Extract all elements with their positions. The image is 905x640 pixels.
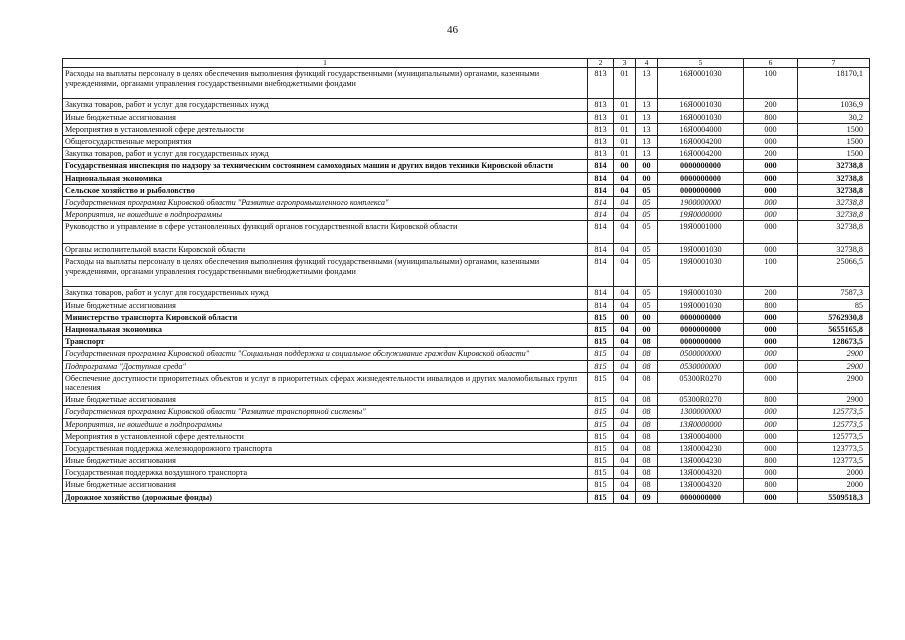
row-name-cell: Иные бюджетные ассигнования <box>63 299 588 311</box>
expense-type-cell: 000 <box>744 244 798 256</box>
target-article-cell: 16Я0001030 <box>658 99 744 111</box>
section-code-cell: 814 <box>588 244 614 256</box>
amount-cell: 2000 <box>798 479 870 491</box>
target-article-cell: 13Я0000000 <box>658 418 744 430</box>
row-name-cell: Государственная поддержка воздушного транспорта <box>63 467 588 479</box>
header-cell: 2 <box>588 59 614 68</box>
target-article-cell: 19Я0001030 <box>658 244 744 256</box>
subsection2-code-cell: 13 <box>636 111 658 123</box>
subsection-code-cell: 01 <box>614 123 636 135</box>
amount-cell: 7587,3 <box>798 287 870 299</box>
budget-table <box>62 58 870 504</box>
subsection-code-cell: 01 <box>614 135 636 147</box>
table-row <box>63 256 870 287</box>
subsection2-code-cell: 08 <box>636 418 658 430</box>
row-name-cell: Закупка товаров, работ и услуг для государственных нужд <box>63 99 588 111</box>
target-article-cell: 0530000000 <box>658 360 744 372</box>
expense-type-cell: 000 <box>744 442 798 454</box>
table-row <box>63 68 870 99</box>
subsection-code-cell: 01 <box>614 99 636 111</box>
table-row <box>63 196 870 208</box>
row-name-cell: Подпрограмма "Доступная среда" <box>63 360 588 372</box>
subsection2-code-cell: 13 <box>636 135 658 147</box>
target-article-cell: 0000000000 <box>658 336 744 348</box>
row-name-cell: Государственная поддержка железнодорожного транспорта <box>63 442 588 454</box>
amount-cell: 1500 <box>798 135 870 147</box>
amount-cell: 5762930,8 <box>798 311 870 323</box>
subsection2-code-cell: 08 <box>636 442 658 454</box>
subsection-code-cell: 04 <box>614 360 636 372</box>
subsection2-code-cell: 08 <box>636 394 658 406</box>
target-article-cell: 0000000000 <box>658 491 744 503</box>
expense-type-cell: 000 <box>744 196 798 208</box>
section-code-cell: 814 <box>588 172 614 184</box>
section-code-cell: 815 <box>588 348 614 360</box>
subsection-code-cell: 04 <box>614 348 636 360</box>
subsection2-code-cell: 08 <box>636 430 658 442</box>
subsection-code-cell: 04 <box>614 196 636 208</box>
subsection-code-cell: 04 <box>614 221 636 244</box>
table-row <box>63 372 870 393</box>
section-code-cell: 814 <box>588 196 614 208</box>
page-number: 46 <box>447 24 458 36</box>
header-cell: 4 <box>636 59 658 68</box>
section-code-cell: 815 <box>588 336 614 348</box>
amount-cell: 125773,5 <box>798 406 870 418</box>
target-article-cell: 13Я0004320 <box>658 467 744 479</box>
target-article-cell: 16Я0004200 <box>658 148 744 160</box>
subsection-code-cell: 04 <box>614 430 636 442</box>
section-code-cell: 813 <box>588 68 614 99</box>
subsection2-code-cell: 05 <box>636 184 658 196</box>
expense-type-cell: 000 <box>744 406 798 418</box>
subsection-code-cell: 04 <box>614 442 636 454</box>
row-name-cell: Государственная программа Кировской области "Развитие агропромышленного комплекса" <box>63 196 588 208</box>
target-article-cell: 19Я0001000 <box>658 221 744 244</box>
subsection2-code-cell: 05 <box>636 256 658 287</box>
subsection2-code-cell: 00 <box>636 172 658 184</box>
expense-type-cell: 800 <box>744 299 798 311</box>
row-name-cell: Дорожное хозяйство (дорожные фонды) <box>63 491 588 503</box>
table-row <box>63 336 870 348</box>
header-cell: 3 <box>614 59 636 68</box>
row-name-cell: Иные бюджетные ассигнования <box>63 111 588 123</box>
row-name-cell: Мероприятия, не вошедшие в подпрограммы <box>63 209 588 221</box>
row-name-cell: Транспорт <box>63 336 588 348</box>
target-article-cell: 19Я0001030 <box>658 299 744 311</box>
table-row <box>63 348 870 360</box>
subsection2-code-cell: 09 <box>636 491 658 503</box>
table-header-row <box>63 59 870 68</box>
subsection2-code-cell: 13 <box>636 68 658 99</box>
amount-cell: 32738,8 <box>798 196 870 208</box>
subsection-code-cell: 04 <box>614 394 636 406</box>
amount-cell: 18170,1 <box>798 68 870 99</box>
section-code-cell: 815 <box>588 406 614 418</box>
amount-cell: 1036,9 <box>798 99 870 111</box>
row-name-cell: Расходы на выплаты персоналу в целях обеспечения выполнения функций государственными (муниципальными) органами, казенными учреждениями, органами управления государственными внебюджетными фондами <box>63 256 588 287</box>
expense-type-cell: 000 <box>744 348 798 360</box>
subsection-code-cell: 04 <box>614 299 636 311</box>
subsection-code-cell: 04 <box>614 455 636 467</box>
amount-cell: 30,2 <box>798 111 870 123</box>
subsection2-code-cell: 08 <box>636 360 658 372</box>
section-code-cell: 815 <box>588 360 614 372</box>
amount-cell: 2900 <box>798 348 870 360</box>
subsection-code-cell: 04 <box>614 467 636 479</box>
expense-type-cell: 800 <box>744 455 798 467</box>
row-name-cell: Государственная инспекция по надзору за техническим состоянием самоходных машин и других видов техники Кировской области <box>63 160 588 172</box>
subsection-code-cell: 04 <box>614 479 636 491</box>
expense-type-cell: 800 <box>744 394 798 406</box>
amount-cell: 32738,8 <box>798 184 870 196</box>
target-article-cell: 13Я0004000 <box>658 430 744 442</box>
table-row <box>63 418 870 430</box>
section-code-cell: 814 <box>588 221 614 244</box>
target-article-cell: 13Я0004230 <box>658 455 744 467</box>
expense-type-cell: 000 <box>744 160 798 172</box>
target-article-cell: 1900000000 <box>658 196 744 208</box>
subsection2-code-cell: 08 <box>636 336 658 348</box>
row-name-cell: Иные бюджетные ассигнования <box>63 394 588 406</box>
table-row <box>63 287 870 299</box>
table-row <box>63 221 870 244</box>
subsection2-code-cell: 00 <box>636 311 658 323</box>
section-code-cell: 815 <box>588 479 614 491</box>
subsection-code-cell: 00 <box>614 311 636 323</box>
section-code-cell: 815 <box>588 491 614 503</box>
expense-type-cell: 100 <box>744 68 798 99</box>
amount-cell: 32738,8 <box>798 244 870 256</box>
amount-cell: 2900 <box>798 372 870 393</box>
subsection2-code-cell: 08 <box>636 372 658 393</box>
amount-cell: 2000 <box>798 467 870 479</box>
amount-cell: 2900 <box>798 394 870 406</box>
subsection2-code-cell: 05 <box>636 287 658 299</box>
table-row <box>63 209 870 221</box>
row-name-cell: Государственная программа Кировской области "Развитие транспортной системы" <box>63 406 588 418</box>
table-row <box>63 324 870 336</box>
row-name-cell: Иные бюджетные ассигнования <box>63 479 588 491</box>
amount-cell: 5655165,8 <box>798 324 870 336</box>
section-code-cell: 814 <box>588 299 614 311</box>
target-article-cell: 05300R0270 <box>658 394 744 406</box>
expense-type-cell: 200 <box>744 99 798 111</box>
expense-type-cell: 000 <box>744 324 798 336</box>
expense-type-cell: 200 <box>744 148 798 160</box>
subsection2-code-cell: 05 <box>636 244 658 256</box>
section-code-cell: 815 <box>588 372 614 393</box>
table-row <box>63 360 870 372</box>
amount-cell: 128673,5 <box>798 336 870 348</box>
target-article-cell: 1300000000 <box>658 406 744 418</box>
section-code-cell: 815 <box>588 311 614 323</box>
target-article-cell: 0000000000 <box>658 184 744 196</box>
row-name-cell: Министерство транспорта Кировской области <box>63 311 588 323</box>
amount-cell: 5509518,3 <box>798 491 870 503</box>
expense-type-cell: 800 <box>744 111 798 123</box>
section-code-cell: 813 <box>588 99 614 111</box>
target-article-cell: 16Я0001030 <box>658 68 744 99</box>
table-row <box>63 160 870 172</box>
section-code-cell: 815 <box>588 418 614 430</box>
section-code-cell: 815 <box>588 442 614 454</box>
section-code-cell: 814 <box>588 209 614 221</box>
table-row <box>63 111 870 123</box>
row-name-cell: Обеспечение доступности приоритетных объектов и услуг в приоритетных сферах жизнедеятельности инвалидов и других маломобильных групп населения <box>63 372 588 393</box>
expense-type-cell: 000 <box>744 123 798 135</box>
section-code-cell: 814 <box>588 160 614 172</box>
target-article-cell: 16Я0004200 <box>658 135 744 147</box>
expense-type-cell: 200 <box>744 287 798 299</box>
subsection-code-cell: 01 <box>614 148 636 160</box>
subsection2-code-cell: 08 <box>636 406 658 418</box>
section-code-cell: 813 <box>588 148 614 160</box>
table-row <box>63 491 870 503</box>
header-cell: 1 <box>63 59 588 68</box>
table-row <box>63 148 870 160</box>
target-article-cell: 16Я0004000 <box>658 123 744 135</box>
subsection2-code-cell: 08 <box>636 455 658 467</box>
amount-cell: 123773,5 <box>798 455 870 467</box>
amount-cell: 32738,8 <box>798 172 870 184</box>
section-code-cell: 814 <box>588 287 614 299</box>
table-row <box>63 479 870 491</box>
table-row <box>63 244 870 256</box>
subsection-code-cell: 04 <box>614 256 636 287</box>
expense-type-cell: 000 <box>744 336 798 348</box>
amount-cell: 1500 <box>798 123 870 135</box>
subsection2-code-cell: 08 <box>636 479 658 491</box>
expense-type-cell: 000 <box>744 372 798 393</box>
table-row <box>63 430 870 442</box>
target-article-cell: 0000000000 <box>658 311 744 323</box>
table-row <box>63 467 870 479</box>
expense-type-cell: 800 <box>744 479 798 491</box>
subsection2-code-cell: 05 <box>636 221 658 244</box>
expense-type-cell: 000 <box>744 209 798 221</box>
subsection-code-cell: 04 <box>614 287 636 299</box>
target-article-cell: 16Я0001030 <box>658 111 744 123</box>
row-name-cell: Национальная экономика <box>63 324 588 336</box>
subsection-code-cell: 04 <box>614 244 636 256</box>
section-code-cell: 814 <box>588 184 614 196</box>
section-code-cell: 813 <box>588 123 614 135</box>
table-row <box>63 394 870 406</box>
expense-type-cell: 000 <box>744 467 798 479</box>
table-row <box>63 455 870 467</box>
subsection2-code-cell: 13 <box>636 148 658 160</box>
section-code-cell: 815 <box>588 455 614 467</box>
section-code-cell: 815 <box>588 467 614 479</box>
table-row <box>63 123 870 135</box>
subsection-code-cell: 04 <box>614 406 636 418</box>
subsection-code-cell: 04 <box>614 172 636 184</box>
expense-type-cell: 000 <box>744 360 798 372</box>
subsection2-code-cell: 05 <box>636 299 658 311</box>
table-row <box>63 299 870 311</box>
subsection-code-cell: 04 <box>614 209 636 221</box>
amount-cell: 32738,8 <box>798 221 870 244</box>
subsection2-code-cell: 08 <box>636 467 658 479</box>
table-row <box>63 172 870 184</box>
expense-type-cell: 000 <box>744 184 798 196</box>
row-name-cell: Национальная экономика <box>63 172 588 184</box>
row-name-cell: Иные бюджетные ассигнования <box>63 455 588 467</box>
amount-cell: 2900 <box>798 360 870 372</box>
table-row <box>63 406 870 418</box>
header-cell: 6 <box>744 59 798 68</box>
amount-cell: 25066,5 <box>798 256 870 287</box>
table-row <box>63 442 870 454</box>
row-name-cell: Расходы на выплаты персоналу в целях обеспечения выполнения функций государственными (муниципальными) органами, казенными учреждениями, органами управления государственными внебюджетными фондами <box>63 68 588 99</box>
expense-type-cell: 000 <box>744 430 798 442</box>
subsection2-code-cell: 05 <box>636 209 658 221</box>
subsection-code-cell: 04 <box>614 491 636 503</box>
subsection-code-cell: 04 <box>614 418 636 430</box>
subsection2-code-cell: 13 <box>636 123 658 135</box>
target-article-cell: 0500000000 <box>658 348 744 360</box>
subsection-code-cell: 04 <box>614 336 636 348</box>
expense-type-cell: 000 <box>744 172 798 184</box>
target-article-cell: 13Я0004230 <box>658 442 744 454</box>
expense-type-cell: 000 <box>744 491 798 503</box>
target-article-cell: 05300R0270 <box>658 372 744 393</box>
row-name-cell: Руководство и управление в сфере установленных функций органов государственной власти Кировской области <box>63 221 588 244</box>
amount-cell: 32738,8 <box>798 209 870 221</box>
amount-cell: 125773,5 <box>798 430 870 442</box>
section-code-cell: 813 <box>588 135 614 147</box>
subsection-code-cell: 04 <box>614 324 636 336</box>
table-row <box>63 135 870 147</box>
subsection2-code-cell: 13 <box>636 99 658 111</box>
amount-cell: 1500 <box>798 148 870 160</box>
subsection2-code-cell: 05 <box>636 196 658 208</box>
row-name-cell: Мероприятия, не вошедшие в подпрограммы <box>63 418 588 430</box>
subsection-code-cell: 01 <box>614 111 636 123</box>
row-name-cell: Закупка товаров, работ и услуг для государственных нужд <box>63 287 588 299</box>
target-article-cell: 0000000000 <box>658 160 744 172</box>
amount-cell: 123773,5 <box>798 442 870 454</box>
section-code-cell: 815 <box>588 324 614 336</box>
section-code-cell: 814 <box>588 256 614 287</box>
target-article-cell: 19Я0000000 <box>658 209 744 221</box>
target-article-cell: 13Я0004320 <box>658 479 744 491</box>
amount-cell: 85 <box>798 299 870 311</box>
target-article-cell: 0000000000 <box>658 172 744 184</box>
section-code-cell: 815 <box>588 394 614 406</box>
target-article-cell: 19Я0001030 <box>658 287 744 299</box>
header-cell: 7 <box>798 59 870 68</box>
header-cell: 5 <box>658 59 744 68</box>
row-name-cell: Мероприятия в установленной сфере деятельности <box>63 123 588 135</box>
expense-type-cell: 000 <box>744 418 798 430</box>
subsection2-code-cell: 00 <box>636 324 658 336</box>
row-name-cell: Мероприятия в установленной сфере деятельности <box>63 430 588 442</box>
subsection2-code-cell: 08 <box>636 348 658 360</box>
target-article-cell: 19Я0001030 <box>658 256 744 287</box>
subsection2-code-cell: 00 <box>636 160 658 172</box>
target-article-cell: 0000000000 <box>658 324 744 336</box>
table-row <box>63 184 870 196</box>
amount-cell: 125773,5 <box>798 418 870 430</box>
expense-type-cell: 100 <box>744 256 798 287</box>
subsection-code-cell: 01 <box>614 68 636 99</box>
row-name-cell: Органы исполнительной власти Кировской области <box>63 244 588 256</box>
row-name-cell: Закупка товаров, работ и услуг для государственных нужд <box>63 148 588 160</box>
amount-cell: 32738,8 <box>798 160 870 172</box>
expense-type-cell: 000 <box>744 221 798 244</box>
table-row <box>63 311 870 323</box>
row-name-cell: Сельское хозяйство и рыболовство <box>63 184 588 196</box>
row-name-cell: Общегосударственные мероприятия <box>63 135 588 147</box>
table-row <box>63 99 870 111</box>
expense-type-cell: 000 <box>744 311 798 323</box>
subsection-code-cell: 00 <box>614 160 636 172</box>
section-code-cell: 813 <box>588 111 614 123</box>
expense-type-cell: 000 <box>744 135 798 147</box>
row-name-cell: Государственная программа Кировской области "Социальная поддержка и социальное обслуживание граждан Кировской области" <box>63 348 588 360</box>
subsection-code-cell: 04 <box>614 372 636 393</box>
subsection-code-cell: 04 <box>614 184 636 196</box>
section-code-cell: 815 <box>588 430 614 442</box>
